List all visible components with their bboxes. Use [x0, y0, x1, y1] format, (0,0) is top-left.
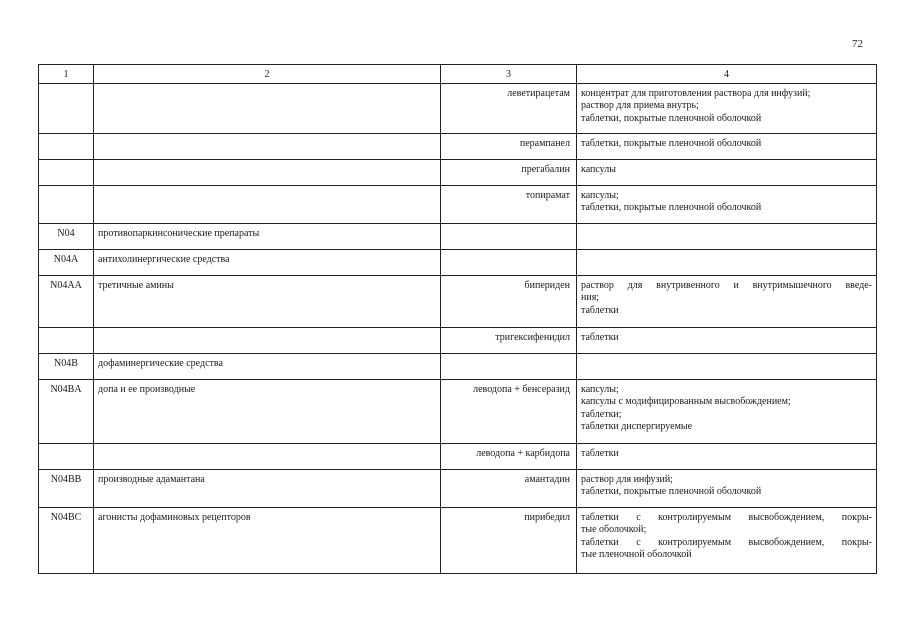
atc-code-cell: N04BC: [39, 508, 94, 574]
dosage-form-line: таблетки диспергируемые: [581, 420, 693, 432]
table-row: [39, 328, 877, 354]
table-row: [39, 354, 877, 380]
dosage-forms-cell: [577, 134, 877, 160]
dosage-forms-cell: [577, 444, 877, 470]
dosage-form-line: раствор для внутривенного и внутримышечного введе-: [581, 280, 872, 291]
drug-name-cell: пирибедил: [441, 508, 577, 574]
dosage-forms-cell: [577, 224, 877, 250]
drug-name-cell: топирамат: [441, 186, 577, 224]
dosage-form-line: раствор для приема внутрь;: [581, 100, 699, 112]
dosage-forms-cell: [577, 84, 877, 134]
atc-code-cell: [39, 134, 94, 160]
drug-table: [38, 64, 877, 574]
group-name-cell: противопаркинсонические препараты: [94, 224, 441, 250]
table-row: [39, 508, 877, 574]
dosage-form-line: таблетки: [581, 448, 619, 459]
dosage-form-line: таблетки, покрытые пленочной оболочкой: [581, 112, 762, 124]
dosage-form-line: концентрат для приготовления раствора для инфузий;: [581, 88, 811, 99]
group-name-cell: производные адамантана: [94, 470, 441, 508]
table-row: [39, 84, 877, 134]
dosage-form-line: таблетки с контролируемым высвобождением, покры-: [581, 512, 872, 523]
dosage-form-line: таблетки, покрытые пленочной оболочкой: [581, 202, 762, 214]
drug-name-cell: бипериден: [441, 276, 577, 328]
dosage-form-line: таблетки: [581, 304, 619, 316]
group-name-cell: [94, 186, 441, 224]
drug-name-cell: прегабалин: [441, 160, 577, 186]
atc-code-cell: N04BB: [39, 470, 94, 508]
dosage-form-line: таблетки, покрытые пленочной оболочкой: [581, 486, 762, 498]
dosage-form-line: капсулы: [581, 164, 616, 175]
drug-name-cell: перампанел: [441, 134, 577, 160]
group-name-cell: антихолинергические средства: [94, 250, 441, 276]
table-row: [39, 160, 877, 186]
dosage-forms-cell: [577, 250, 877, 276]
drug-name-cell: [441, 224, 577, 250]
dosage-form-line: ния;: [581, 292, 600, 304]
drug-name-cell: леводопа + карбидопа: [441, 444, 577, 470]
table-row: [39, 444, 877, 470]
group-name-cell: [94, 444, 441, 470]
group-name-cell: дофаминергические средства: [94, 354, 441, 380]
dosage-forms-cell: [577, 160, 877, 186]
group-name-cell: [94, 134, 441, 160]
drug-name-cell: [441, 250, 577, 276]
atc-code-cell: [39, 186, 94, 224]
table-row: [39, 134, 877, 160]
dosage-forms-cell: [577, 470, 877, 508]
atc-code-cell: [39, 160, 94, 186]
drug-name-cell: леветирацетам: [441, 84, 577, 134]
table-row: [39, 224, 877, 250]
table-row: [39, 380, 877, 444]
dosage-form-line: тые пленочной оболочкой: [581, 548, 692, 560]
group-name-cell: третичные амины: [94, 276, 441, 328]
group-name-cell: допа и ее производные: [94, 380, 441, 444]
group-name-cell: [94, 84, 441, 134]
dosage-form-line: таблетки, покрытые пленочной оболочкой: [581, 138, 762, 149]
dosage-form-line: таблетки с контролируемым высвобождением, покры-: [581, 536, 872, 548]
atc-code-cell: [39, 444, 94, 470]
group-name-cell: [94, 160, 441, 186]
header-row: [39, 65, 877, 84]
table-row: [39, 250, 877, 276]
table-row: [39, 186, 877, 224]
dosage-form-line: капсулы;: [581, 384, 619, 395]
drug-name-cell: [441, 354, 577, 380]
table-row: [39, 276, 877, 328]
dosage-form-line: таблетки: [581, 332, 619, 343]
dosage-form-line: раствор для инфузий;: [581, 474, 673, 485]
atc-code-cell: N04A: [39, 250, 94, 276]
atc-code-cell: [39, 84, 94, 134]
table-row: [39, 470, 877, 508]
group-name-cell: [94, 328, 441, 354]
group-name-cell: агонисты дофаминовых рецепторов: [94, 508, 441, 574]
header-cell-4: 4: [577, 65, 877, 84]
atc-code-cell: N04AA: [39, 276, 94, 328]
dosage-forms-cell: [577, 276, 877, 328]
header-cell-1: 1: [39, 65, 94, 84]
dosage-forms-cell: [577, 186, 877, 224]
page-number: 72: [852, 38, 863, 50]
dosage-forms-cell: [577, 328, 877, 354]
atc-code-cell: N04: [39, 224, 94, 250]
dosage-forms-cell: [577, 354, 877, 380]
drug-name-cell: амантадин: [441, 470, 577, 508]
dosage-form-line: таблетки;: [581, 408, 622, 420]
header-cell-3: 3: [441, 65, 577, 84]
atc-code-cell: [39, 328, 94, 354]
drug-name-cell: тригексифенидил: [441, 328, 577, 354]
dosage-forms-cell: [577, 380, 877, 444]
dosage-forms-cell: [577, 508, 877, 574]
atc-code-cell: N04B: [39, 354, 94, 380]
dosage-form-line: тые оболочкой;: [581, 524, 647, 536]
header-cell-2: 2: [94, 65, 441, 84]
drug-name-cell: леводопа + бенсеразид: [441, 380, 577, 444]
dosage-form-line: капсулы;: [581, 190, 619, 201]
atc-code-cell: N04BA: [39, 380, 94, 444]
dosage-form-line: капсулы с модифицированным высвобождением;: [581, 396, 791, 408]
